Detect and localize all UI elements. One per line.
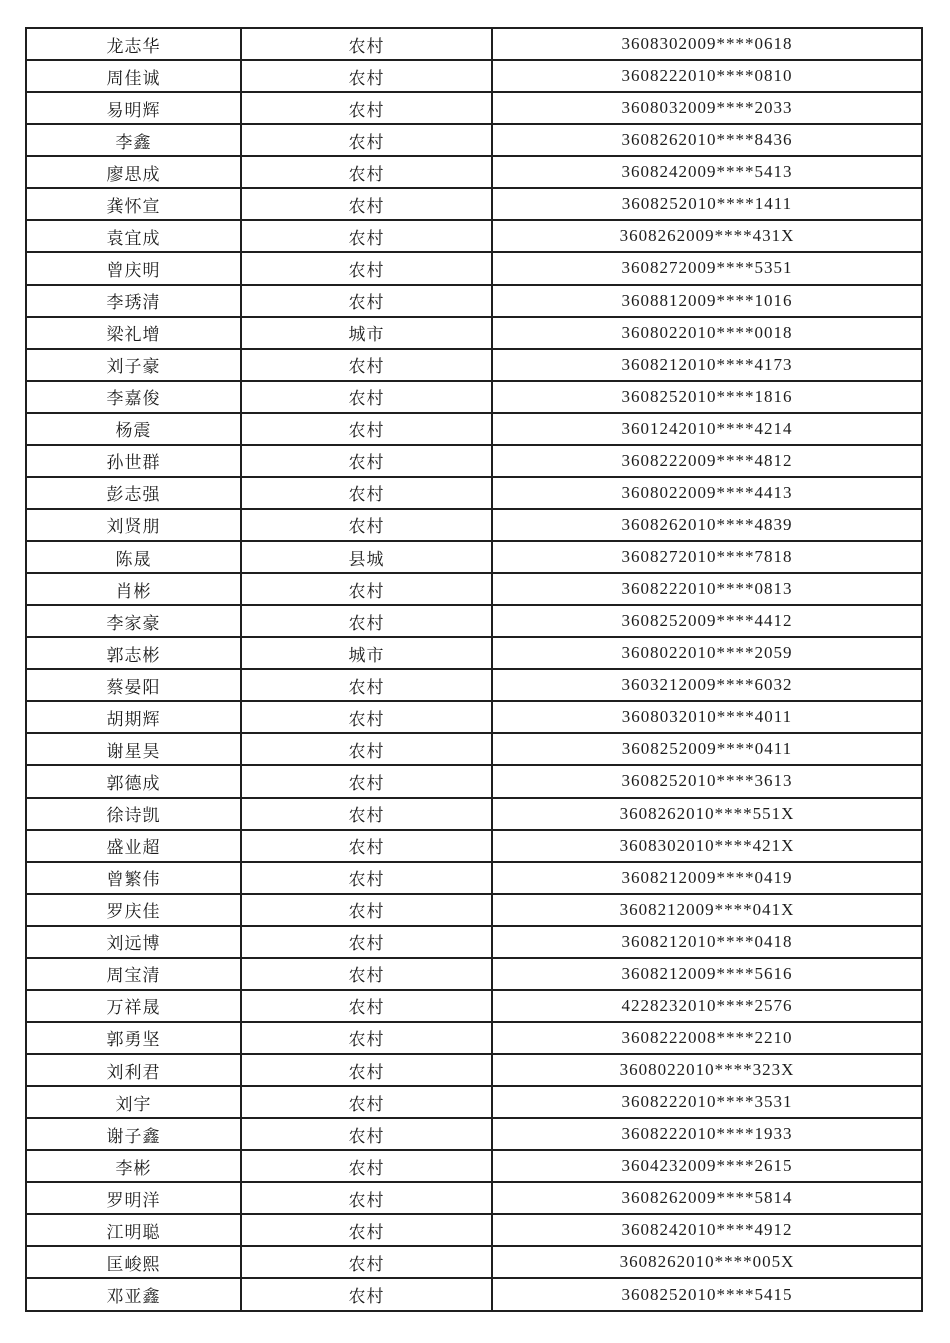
residence-cell: 农村 xyxy=(241,156,492,188)
table-row xyxy=(26,1086,922,1118)
table-row xyxy=(26,637,922,669)
residence-cell: 农村 xyxy=(241,92,492,124)
table-row xyxy=(26,413,922,445)
residence-cell: 农村 xyxy=(241,28,492,60)
residence-cell: 农村 xyxy=(241,605,492,637)
id-cell: 3608022010****2059 xyxy=(492,637,922,669)
table-row xyxy=(26,509,922,541)
residence-cell: 农村 xyxy=(241,1214,492,1246)
residence-cell: 农村 xyxy=(241,894,492,926)
table-row xyxy=(26,317,922,349)
residence-cell: 农村 xyxy=(241,477,492,509)
residence-cell: 农村 xyxy=(241,509,492,541)
name-cell: 廖思成 xyxy=(26,156,241,188)
residence-cell: 农村 xyxy=(241,862,492,894)
id-cell: 3608272009****5351 xyxy=(492,252,922,284)
name-cell: 龚怀宣 xyxy=(26,188,241,220)
table-row xyxy=(26,926,922,958)
residence-cell: 城市 xyxy=(241,637,492,669)
table-row xyxy=(26,60,922,92)
residence-cell: 农村 xyxy=(241,413,492,445)
table-row xyxy=(26,1054,922,1086)
table-row xyxy=(26,605,922,637)
name-cell: 刘宇 xyxy=(26,1086,241,1118)
id-cell: 3608032009****2033 xyxy=(492,92,922,124)
name-cell: 李家豪 xyxy=(26,605,241,637)
id-cell: 3608032010****4011 xyxy=(492,701,922,733)
residence-cell: 城市 xyxy=(241,317,492,349)
name-cell: 江明聪 xyxy=(26,1214,241,1246)
residence-cell: 农村 xyxy=(241,1182,492,1214)
table-row xyxy=(26,573,922,605)
roster-table-container xyxy=(25,27,923,1312)
id-cell: 3608252010****5415 xyxy=(492,1278,922,1311)
id-cell: 3608212009****041X xyxy=(492,894,922,926)
residence-cell: 农村 xyxy=(241,220,492,252)
name-cell: 易明辉 xyxy=(26,92,241,124)
table-body xyxy=(26,28,922,1311)
id-cell: 4228232010****2576 xyxy=(492,990,922,1022)
residence-cell: 农村 xyxy=(241,445,492,477)
table-row xyxy=(26,541,922,573)
name-cell: 彭志强 xyxy=(26,477,241,509)
id-cell: 3608212010****4173 xyxy=(492,349,922,381)
id-cell: 3608262010****551X xyxy=(492,798,922,830)
id-cell: 3608022010****0018 xyxy=(492,317,922,349)
id-cell: 3608252009****0411 xyxy=(492,733,922,765)
table-row xyxy=(26,1246,922,1278)
name-cell: 蔡晏阳 xyxy=(26,669,241,701)
residence-cell: 农村 xyxy=(241,60,492,92)
id-cell: 3608302009****0618 xyxy=(492,28,922,60)
table-row xyxy=(26,1118,922,1150)
name-cell: 刘子豪 xyxy=(26,349,241,381)
table-row xyxy=(26,445,922,477)
id-cell: 3608262010****8436 xyxy=(492,124,922,156)
id-cell: 3608222008****2210 xyxy=(492,1022,922,1054)
id-cell: 3608262009****431X xyxy=(492,220,922,252)
name-cell: 曾庆明 xyxy=(26,252,241,284)
name-cell: 罗庆佳 xyxy=(26,894,241,926)
table-row xyxy=(26,381,922,413)
residence-cell: 农村 xyxy=(241,990,492,1022)
name-cell: 袁宜成 xyxy=(26,220,241,252)
residence-cell: 农村 xyxy=(241,124,492,156)
roster-table xyxy=(25,27,923,1312)
table-row xyxy=(26,701,922,733)
name-cell: 徐诗凯 xyxy=(26,798,241,830)
table-row xyxy=(26,862,922,894)
residence-cell: 农村 xyxy=(241,573,492,605)
name-cell: 郭志彬 xyxy=(26,637,241,669)
table-row xyxy=(26,477,922,509)
table-row xyxy=(26,285,922,317)
name-cell: 邓亚鑫 xyxy=(26,1278,241,1311)
id-cell: 3608302010****421X xyxy=(492,830,922,862)
residence-cell: 农村 xyxy=(241,1022,492,1054)
id-cell: 3608022010****323X xyxy=(492,1054,922,1086)
id-cell: 3608212009****5616 xyxy=(492,958,922,990)
name-cell: 罗明洋 xyxy=(26,1182,241,1214)
residence-cell: 农村 xyxy=(241,958,492,990)
residence-cell: 农村 xyxy=(241,733,492,765)
table-row xyxy=(26,1278,922,1311)
residence-cell: 农村 xyxy=(241,765,492,797)
residence-cell: 农村 xyxy=(241,381,492,413)
id-cell: 3608222010****0813 xyxy=(492,573,922,605)
id-cell: 3608262009****5814 xyxy=(492,1182,922,1214)
name-cell: 肖彬 xyxy=(26,573,241,605)
id-cell: 3608212009****0419 xyxy=(492,862,922,894)
name-cell: 李鑫 xyxy=(26,124,241,156)
name-cell: 曾繁伟 xyxy=(26,862,241,894)
residence-cell: 农村 xyxy=(241,188,492,220)
table-row xyxy=(26,1150,922,1182)
name-cell: 杨震 xyxy=(26,413,241,445)
residence-cell: 农村 xyxy=(241,701,492,733)
id-cell: 3608252009****4412 xyxy=(492,605,922,637)
residence-cell: 农村 xyxy=(241,926,492,958)
name-cell: 刘远博 xyxy=(26,926,241,958)
table-row xyxy=(26,156,922,188)
residence-cell: 农村 xyxy=(241,798,492,830)
name-cell: 陈晟 xyxy=(26,541,241,573)
name-cell: 李嘉俊 xyxy=(26,381,241,413)
id-cell: 3608262010****005X xyxy=(492,1246,922,1278)
id-cell: 3608252010****1816 xyxy=(492,381,922,413)
name-cell: 李彬 xyxy=(26,1150,241,1182)
table-row xyxy=(26,252,922,284)
table-row xyxy=(26,188,922,220)
residence-cell: 农村 xyxy=(241,1278,492,1311)
id-cell: 3608252010****3613 xyxy=(492,765,922,797)
name-cell: 谢子鑫 xyxy=(26,1118,241,1150)
table-row xyxy=(26,92,922,124)
id-cell: 3608222010****3531 xyxy=(492,1086,922,1118)
id-cell: 3603212009****6032 xyxy=(492,669,922,701)
id-cell: 3608022009****4413 xyxy=(492,477,922,509)
residence-cell: 农村 xyxy=(241,285,492,317)
id-cell: 3608272010****7818 xyxy=(492,541,922,573)
id-cell: 3608262010****4839 xyxy=(492,509,922,541)
residence-cell: 农村 xyxy=(241,1054,492,1086)
table-row xyxy=(26,1182,922,1214)
residence-cell: 县城 xyxy=(241,541,492,573)
table-row xyxy=(26,1214,922,1246)
table-row xyxy=(26,669,922,701)
table-row xyxy=(26,990,922,1022)
id-cell: 3604232009****2615 xyxy=(492,1150,922,1182)
id-cell: 3608222010****0810 xyxy=(492,60,922,92)
table-row xyxy=(26,220,922,252)
residence-cell: 农村 xyxy=(241,1086,492,1118)
id-cell: 3601242010****4214 xyxy=(492,413,922,445)
table-row xyxy=(26,349,922,381)
id-cell: 3608242010****4912 xyxy=(492,1214,922,1246)
table-row xyxy=(26,958,922,990)
name-cell: 孙世群 xyxy=(26,445,241,477)
id-cell: 3608222010****1933 xyxy=(492,1118,922,1150)
id-cell: 3608212010****0418 xyxy=(492,926,922,958)
name-cell: 匡峻熙 xyxy=(26,1246,241,1278)
table-row xyxy=(26,798,922,830)
id-cell: 3608252010****1411 xyxy=(492,188,922,220)
name-cell: 刘贤朋 xyxy=(26,509,241,541)
table-row xyxy=(26,28,922,60)
name-cell: 刘利君 xyxy=(26,1054,241,1086)
residence-cell: 农村 xyxy=(241,1118,492,1150)
table-row xyxy=(26,1022,922,1054)
residence-cell: 农村 xyxy=(241,252,492,284)
residence-cell: 农村 xyxy=(241,669,492,701)
residence-cell: 农村 xyxy=(241,1150,492,1182)
table-row xyxy=(26,765,922,797)
name-cell: 梁礼增 xyxy=(26,317,241,349)
name-cell: 盛业超 xyxy=(26,830,241,862)
name-cell: 郭德成 xyxy=(26,765,241,797)
residence-cell: 农村 xyxy=(241,1246,492,1278)
name-cell: 谢星昊 xyxy=(26,733,241,765)
name-cell: 李琇清 xyxy=(26,285,241,317)
name-cell: 万祥晟 xyxy=(26,990,241,1022)
name-cell: 周宝清 xyxy=(26,958,241,990)
name-cell: 郭勇坚 xyxy=(26,1022,241,1054)
name-cell: 周佳诚 xyxy=(26,60,241,92)
table-row xyxy=(26,830,922,862)
id-cell: 3608222009****4812 xyxy=(492,445,922,477)
name-cell: 龙志华 xyxy=(26,28,241,60)
residence-cell: 农村 xyxy=(241,830,492,862)
table-row xyxy=(26,733,922,765)
id-cell: 3608812009****1016 xyxy=(492,285,922,317)
table-row xyxy=(26,124,922,156)
id-cell: 3608242009****5413 xyxy=(492,156,922,188)
name-cell: 胡期辉 xyxy=(26,701,241,733)
table-row xyxy=(26,894,922,926)
residence-cell: 农村 xyxy=(241,349,492,381)
